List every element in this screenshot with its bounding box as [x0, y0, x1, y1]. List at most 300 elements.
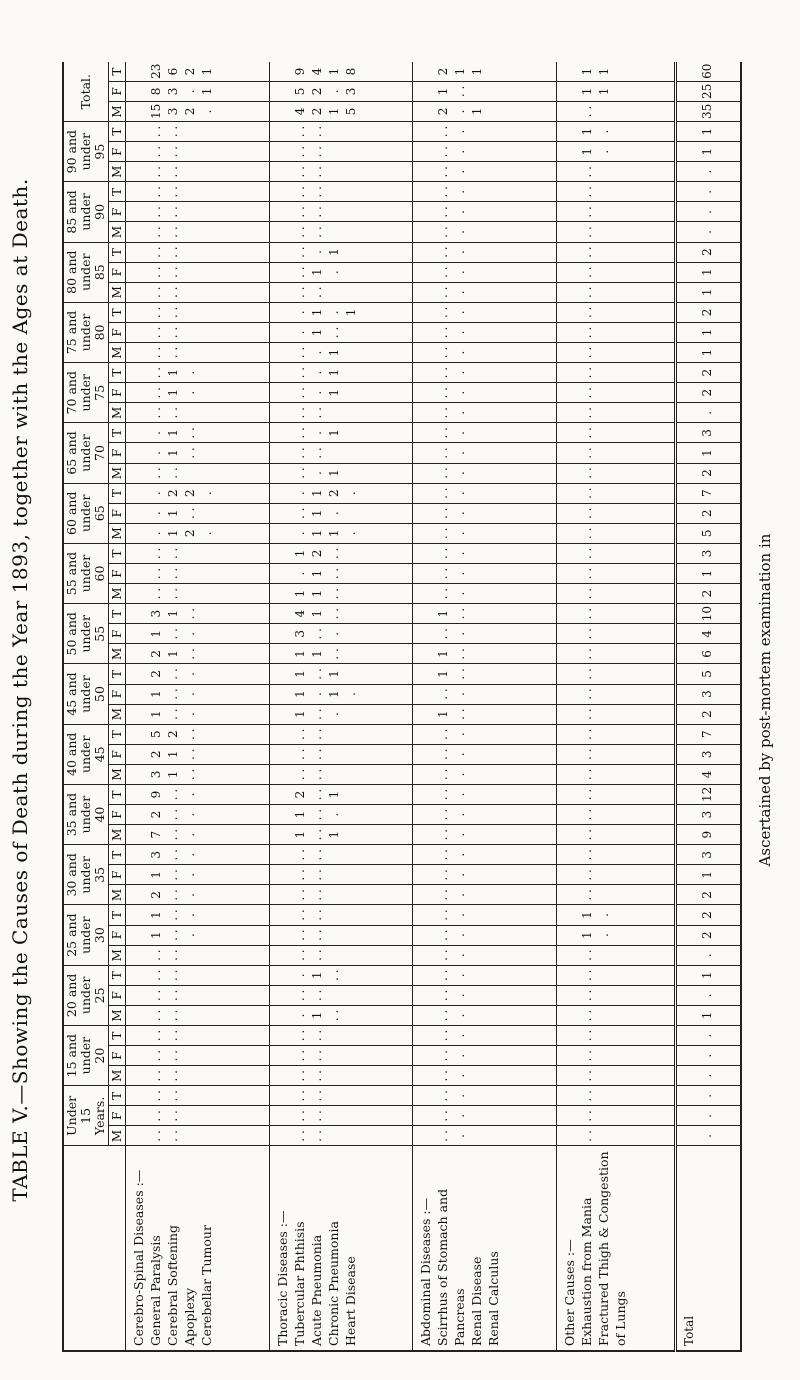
count-cell: . . [557, 543, 676, 563]
count-cell: . . [557, 1066, 676, 1086]
count-cell: . . . [413, 1046, 557, 1066]
count-cell: 7 [676, 483, 741, 503]
count-cell: . [676, 945, 741, 965]
sex-header: M [109, 825, 126, 845]
count-cell: . . [557, 463, 676, 483]
count-cell: . . . [413, 383, 557, 403]
count-cell: 5 [676, 664, 741, 684]
count-cell: . . . 1 [269, 423, 413, 443]
count-cell: . . [557, 865, 676, 885]
count-cell: . . . . [126, 1026, 270, 1046]
count-cell: 6 [676, 644, 741, 664]
count-cell: . . [557, 624, 676, 644]
cause-group-row [557, 62, 676, 1351]
count-cell: . . . . [126, 202, 270, 222]
count-cell: . . [557, 724, 676, 744]
age-group-header: 45 and under 50 [63, 664, 109, 724]
count-cell: 35 [676, 101, 741, 121]
cause-category: Other Causes :— [562, 1239, 578, 1346]
count-cell: 8 3 . 1 [126, 81, 270, 101]
count-cell: . . . . [269, 1086, 413, 1106]
count-cell: . . . [413, 363, 557, 383]
count-cell: . . . . [126, 242, 270, 262]
count-cell: 4 1 . . [269, 604, 413, 624]
count-cell: . . . [413, 584, 557, 604]
count-cell: 9 4 1 8 [269, 62, 413, 81]
sex-header: F [109, 383, 126, 403]
count-cell: . . . [413, 423, 557, 443]
count-cell: . . . [413, 1106, 557, 1126]
count-cell: . [676, 1046, 741, 1066]
count-cell: . . . . [269, 162, 413, 182]
count-cell: . . . . [269, 744, 413, 764]
count-cell: 2 [676, 302, 741, 322]
count-cell: . . . . [126, 463, 270, 483]
count-cell: 60 [676, 62, 741, 81]
cause-group-row [413, 62, 557, 1351]
count-cell: . . [557, 182, 676, 202]
count-cell: . . [557, 845, 676, 865]
count-cell: 2 [676, 885, 741, 905]
footnote-area [745, 0, 785, 1380]
sex-header: M [109, 584, 126, 604]
count-cell: . . . [413, 142, 557, 162]
count-cell: . . [557, 965, 676, 985]
sex-header: F [109, 1046, 126, 1066]
sex-header: M [109, 945, 126, 965]
count-cell: . . . . [269, 1126, 413, 1146]
count-cell: . . 1 . [269, 503, 413, 523]
table-stage [62, 62, 742, 1352]
sex-header: T [109, 1026, 126, 1046]
sex-header: T [109, 724, 126, 744]
count-cell: . . . . [269, 443, 413, 463]
count-cell: . . . . [269, 865, 413, 885]
count-cell: 9 . . . [126, 784, 270, 804]
count-cell: . . . . [126, 1106, 270, 1126]
count-cell: 1 . . . [269, 704, 413, 724]
footnote: Ascertained by post-mortem examination in [756, 533, 774, 867]
count-cell: . . [557, 664, 676, 684]
count-cell: . . [557, 604, 676, 624]
count-cell: . . [557, 764, 676, 784]
count-cell: . . . . [269, 905, 413, 925]
count-cell: . . . . [269, 1066, 413, 1086]
count-cell: . 1 . . [126, 503, 270, 523]
count-cell: 1 . . . [126, 624, 270, 644]
count-cell: . . . [413, 945, 557, 965]
sex-header: F [109, 744, 126, 764]
count-cell: . 2 2 . [126, 483, 270, 503]
count-cell: . . [557, 242, 676, 262]
count-cell: . . . [413, 182, 557, 202]
sex-header: T [109, 604, 126, 624]
sex-header: F [109, 805, 126, 825]
sex-header: M [109, 403, 126, 423]
cause-item: Renal Disease [469, 1256, 485, 1346]
count-cell: 2 [676, 242, 741, 262]
sex-header: T [109, 122, 126, 142]
count-cell: . 1 . . [269, 1005, 413, 1025]
table-title-area [0, 0, 40, 1380]
count-cell: . . . [413, 865, 557, 885]
sex-header: M [109, 162, 126, 182]
count-cell: 1 . [557, 142, 676, 162]
age-group-header: 60 and under 65 [63, 483, 109, 543]
cause-item: Exhaustion from Mania [579, 1197, 595, 1346]
count-cell: . . [557, 202, 676, 222]
count-cell: 3 [676, 543, 741, 563]
count-cell: . . . [413, 1005, 557, 1025]
count-cell: . . . . [126, 222, 270, 242]
count-cell: . [676, 1086, 741, 1106]
count-cell: . . . [413, 805, 557, 825]
sex-header: M [109, 343, 126, 363]
sex-header: F [109, 925, 126, 945]
count-cell: . . . [413, 543, 557, 563]
count-cell: . . [557, 523, 676, 543]
sex-header: T [109, 242, 126, 262]
count-cell: 5 2 . 3 [269, 81, 413, 101]
sex-header: T [109, 182, 126, 202]
count-cell: . 1 . . [269, 563, 413, 583]
count-cell: 1 [676, 343, 741, 363]
count-cell: . . . . [126, 182, 270, 202]
sex-header: T [109, 965, 126, 985]
sex-header: F [109, 684, 126, 704]
count-cell: . . . . [269, 724, 413, 744]
count-cell: 2 1 . . [126, 744, 270, 764]
cause-item: Fractured Thigh & Congestion of Lungs [596, 1151, 629, 1346]
count-cell: . . . [413, 403, 557, 423]
count-cell: . . [557, 1005, 676, 1025]
count-cell: . . . [413, 242, 557, 262]
cause-label-cell [413, 1146, 557, 1351]
count-cell: 3 1 . . [126, 604, 270, 624]
count-cell: . . [557, 262, 676, 282]
count-cell: 1 [676, 262, 741, 282]
count-cell: . . . . [269, 985, 413, 1005]
count-cell: 9 [676, 825, 741, 845]
cause-category: Total [682, 1315, 697, 1346]
count-cell: 1 . . [413, 81, 557, 101]
count-cell: . 1 . . [269, 322, 413, 342]
count-cell: 1 1 . . [269, 644, 413, 664]
count-cell: . . [557, 302, 676, 322]
count-cell: . . . . [126, 282, 270, 302]
count-cell: 1 [676, 122, 741, 142]
age-group-header: 75 and under 80 [63, 302, 109, 362]
count-cell: 3 [676, 744, 741, 764]
age-group-header: 25 and under 30 [63, 905, 109, 965]
count-cell: 1 . [557, 925, 676, 945]
count-cell: . . . . [126, 543, 270, 563]
sex-header: T [109, 423, 126, 443]
count-cell: . . . 1 [269, 343, 413, 363]
count-cell: . . . 1 [269, 363, 413, 383]
count-cell: 2 . . . [126, 664, 270, 684]
count-cell: . . [557, 584, 676, 604]
count-cell: 1 . . . [126, 704, 270, 724]
age-group-header: 90 and under 95 [63, 122, 109, 182]
count-cell: . 1 . . [269, 965, 413, 985]
count-cell: . . . [413, 825, 557, 845]
table-rotated [62, 62, 742, 1352]
count-cell: 2 1 . . [126, 644, 270, 664]
sex-header: F [109, 202, 126, 222]
sex-header: T [109, 905, 126, 925]
count-cell: . . . . [126, 563, 270, 583]
count-cell: 1 . . [413, 704, 557, 724]
count-cell: . . . [413, 905, 557, 925]
count-cell: . . . . [269, 182, 413, 202]
count-cell: 10 [676, 604, 741, 624]
age-group-header: 35 and under 40 [63, 784, 109, 844]
count-cell: . . . [413, 624, 557, 644]
count-cell: . . [557, 1046, 676, 1066]
cause-label-cell [269, 1146, 413, 1351]
count-cell: . . . . [269, 202, 413, 222]
count-cell: . . . [413, 523, 557, 543]
count-cell: 1 1 [557, 81, 676, 101]
count-cell: 3 [676, 805, 741, 825]
sex-header: M [109, 523, 126, 543]
count-cell: . . [557, 805, 676, 825]
count-cell: 1 2 . . [269, 543, 413, 563]
count-cell: 23 6 2 1 [126, 62, 270, 81]
table-title: TABLE V.—Showing the Causes of Death during the Year 1893, together with the Ages at Death. [8, 178, 32, 1202]
count-cell: . . . . [126, 985, 270, 1005]
count-cell: . . . [413, 764, 557, 784]
count-cell: . . . . [126, 1005, 270, 1025]
count-cell: . . . [413, 684, 557, 704]
count-cell: . . . . [126, 302, 270, 322]
count-cell: . . . . [126, 162, 270, 182]
count-cell: . . [557, 443, 676, 463]
count-cell: . [676, 222, 741, 242]
count-cell: 15 3 2 . [126, 101, 270, 121]
count-cell: . . . . [269, 925, 413, 945]
count-cell: . . . [413, 925, 557, 945]
count-cell: . . [557, 704, 676, 724]
count-cell: 12 [676, 784, 741, 804]
count-cell: . . 1 . [126, 383, 270, 403]
count-cell: . . [557, 403, 676, 423]
count-cell: 1 . . . [269, 805, 413, 825]
count-cell: . . 1 . [126, 363, 270, 383]
age-group-header: 65 and under 70 [63, 423, 109, 483]
count-cell: . . . [413, 503, 557, 523]
count-cell: . . . [413, 744, 557, 764]
age-group-header: 40 and under 45 [63, 724, 109, 784]
cause-category: Thoracic Diseases :— [274, 1210, 290, 1346]
table-body [126, 62, 742, 1351]
count-cell: . . . [413, 885, 557, 905]
count-cell: 1 . . [413, 644, 557, 664]
count-cell: . . . [413, 1026, 557, 1046]
count-cell: . 1 . 1 [269, 302, 413, 322]
count-cell: . . . [413, 1086, 557, 1106]
count-cell: 1 [676, 282, 741, 302]
count-cell: 4 [676, 764, 741, 784]
count-cell: . . . [413, 443, 557, 463]
count-cell: 2 1 1 [413, 62, 557, 81]
count-cell: 1 . . . [126, 905, 270, 925]
count-cell: . . [557, 744, 676, 764]
sex-header: T [109, 302, 126, 322]
count-cell: . . [557, 684, 676, 704]
count-cell: . 1 1 . [269, 523, 413, 543]
count-cell: 2 [676, 925, 741, 945]
cause-item: Scirrhus of Stomach and Pancreas [435, 1188, 468, 1346]
cause-label-cell [126, 1146, 270, 1351]
count-cell: . 1 2 . [126, 523, 270, 543]
cause-item: Cerebral Softening [165, 1225, 180, 1346]
count-cell: . . . . [269, 1106, 413, 1126]
count-cell: 1 [676, 865, 741, 885]
count-cell: . . . [413, 724, 557, 744]
count-cell: . . . . [126, 403, 270, 423]
sex-header: F [109, 142, 126, 162]
sex-header: T [109, 1086, 126, 1106]
corner-cell [63, 1146, 126, 1351]
sex-header: M [109, 101, 126, 121]
count-cell: . . . [413, 985, 557, 1005]
cause-label-cell [557, 1146, 676, 1351]
count-cell: . . [557, 423, 676, 443]
count-cell: . [676, 182, 741, 202]
sex-header: M [109, 282, 126, 302]
count-cell: 1 . 1 . [269, 684, 413, 704]
sex-header: M [109, 704, 126, 724]
count-cell: . [676, 1106, 741, 1126]
count-cell: 2 [676, 584, 741, 604]
count-cell: . . . . [269, 222, 413, 242]
count-cell: . . . [413, 202, 557, 222]
count-cell: 2 [676, 704, 741, 724]
count-cell: . . . [413, 784, 557, 804]
count-cell: . . . . [126, 1066, 270, 1086]
count-cell: . 1 . . [126, 443, 270, 463]
count-cell: . . . [413, 122, 557, 142]
cause-group-row [126, 62, 270, 1351]
count-cell: . [676, 1026, 741, 1046]
sex-header: F [109, 865, 126, 885]
count-cell: . [676, 1126, 741, 1146]
count-cell: . . . . [126, 584, 270, 604]
count-cell: 1 [676, 142, 741, 162]
sex-header: F [109, 624, 126, 644]
sex-header: F [109, 322, 126, 342]
count-cell: . . . [413, 262, 557, 282]
count-cell: . . . . [269, 945, 413, 965]
count-cell: . . . . [269, 764, 413, 784]
count-cell: . . . . [126, 322, 270, 342]
sex-header: T [109, 483, 126, 503]
count-cell: 2 . 1 [413, 101, 557, 121]
count-cell: 7 . . . [126, 825, 270, 845]
count-cell: . . . . [269, 845, 413, 865]
cause-item: Tubercular Phthisis [291, 1221, 307, 1346]
sex-header: F [109, 1106, 126, 1126]
count-cell: . . . [413, 343, 557, 363]
sex-header: M [109, 644, 126, 664]
age-group-header-row [63, 62, 109, 1351]
causes-of-death-table [62, 62, 742, 1352]
count-cell: . . . [413, 222, 557, 242]
sex-header: M [109, 1005, 126, 1025]
count-cell: . . . . [126, 945, 270, 965]
age-group-header: 30 and under 35 [63, 845, 109, 905]
count-cell: . . . [413, 282, 557, 302]
count-cell: . . . . [126, 343, 270, 363]
sex-header: T [109, 543, 126, 563]
count-cell: . . [557, 985, 676, 1005]
count-cell: 2 [676, 363, 741, 383]
count-cell: . [676, 202, 741, 222]
count-cell: . . . [413, 162, 557, 182]
age-group-header: Under 15 Years. [63, 1086, 109, 1146]
count-cell: . . [557, 483, 676, 503]
count-cell: . . . . [269, 122, 413, 142]
count-cell: 25 [676, 81, 741, 101]
count-cell: . . . 1 [269, 383, 413, 403]
count-cell: . . . [413, 463, 557, 483]
count-cell: 1 . . . [126, 925, 270, 945]
count-cell: 3 [676, 845, 741, 865]
sex-header: F [109, 985, 126, 1005]
sex-header: M [109, 1066, 126, 1086]
count-cell: 1 1 [557, 62, 676, 81]
count-cell: 1 . . 1 [269, 825, 413, 845]
count-cell: 4 2 1 5 [269, 101, 413, 121]
count-cell: 3 [676, 423, 741, 443]
sex-header: T [109, 363, 126, 383]
count-cell: . . . . [269, 142, 413, 162]
count-cell: . [676, 985, 741, 1005]
count-cell: . . [557, 644, 676, 664]
count-cell: 1 [676, 965, 741, 985]
age-group-header: 85 and under 90 [63, 182, 109, 242]
age-group-header: 80 and under 85 [63, 242, 109, 302]
count-cell: . 1 2 . [269, 483, 413, 503]
sex-header: M [109, 885, 126, 905]
sex-header: T [109, 664, 126, 684]
count-cell: 1 . . . [126, 865, 270, 885]
count-cell: . . . . [269, 403, 413, 423]
count-cell: . . . [413, 563, 557, 583]
sex-header: T [109, 62, 126, 81]
cause-label-cell [676, 1146, 741, 1351]
count-cell: . . [557, 162, 676, 182]
cause-group-row [269, 62, 413, 1351]
count-cell: . . . . [126, 965, 270, 985]
count-cell: . . [557, 825, 676, 845]
sex-header: F [109, 443, 126, 463]
cause-item: Heart Disease [342, 1256, 358, 1346]
count-cell: 1 [676, 322, 741, 342]
age-group-header: 50 and under 55 [63, 604, 109, 664]
count-cell: 2 [676, 463, 741, 483]
count-cell: . [676, 162, 741, 182]
count-cell: . [676, 403, 741, 423]
count-cell: . . [557, 282, 676, 302]
count-cell: 1 . . [413, 604, 557, 624]
count-cell: . . [557, 784, 676, 804]
cause-item: Apoplexy [182, 1287, 197, 1346]
count-cell: . . [557, 1126, 676, 1146]
count-cell: 1 [676, 1005, 741, 1025]
